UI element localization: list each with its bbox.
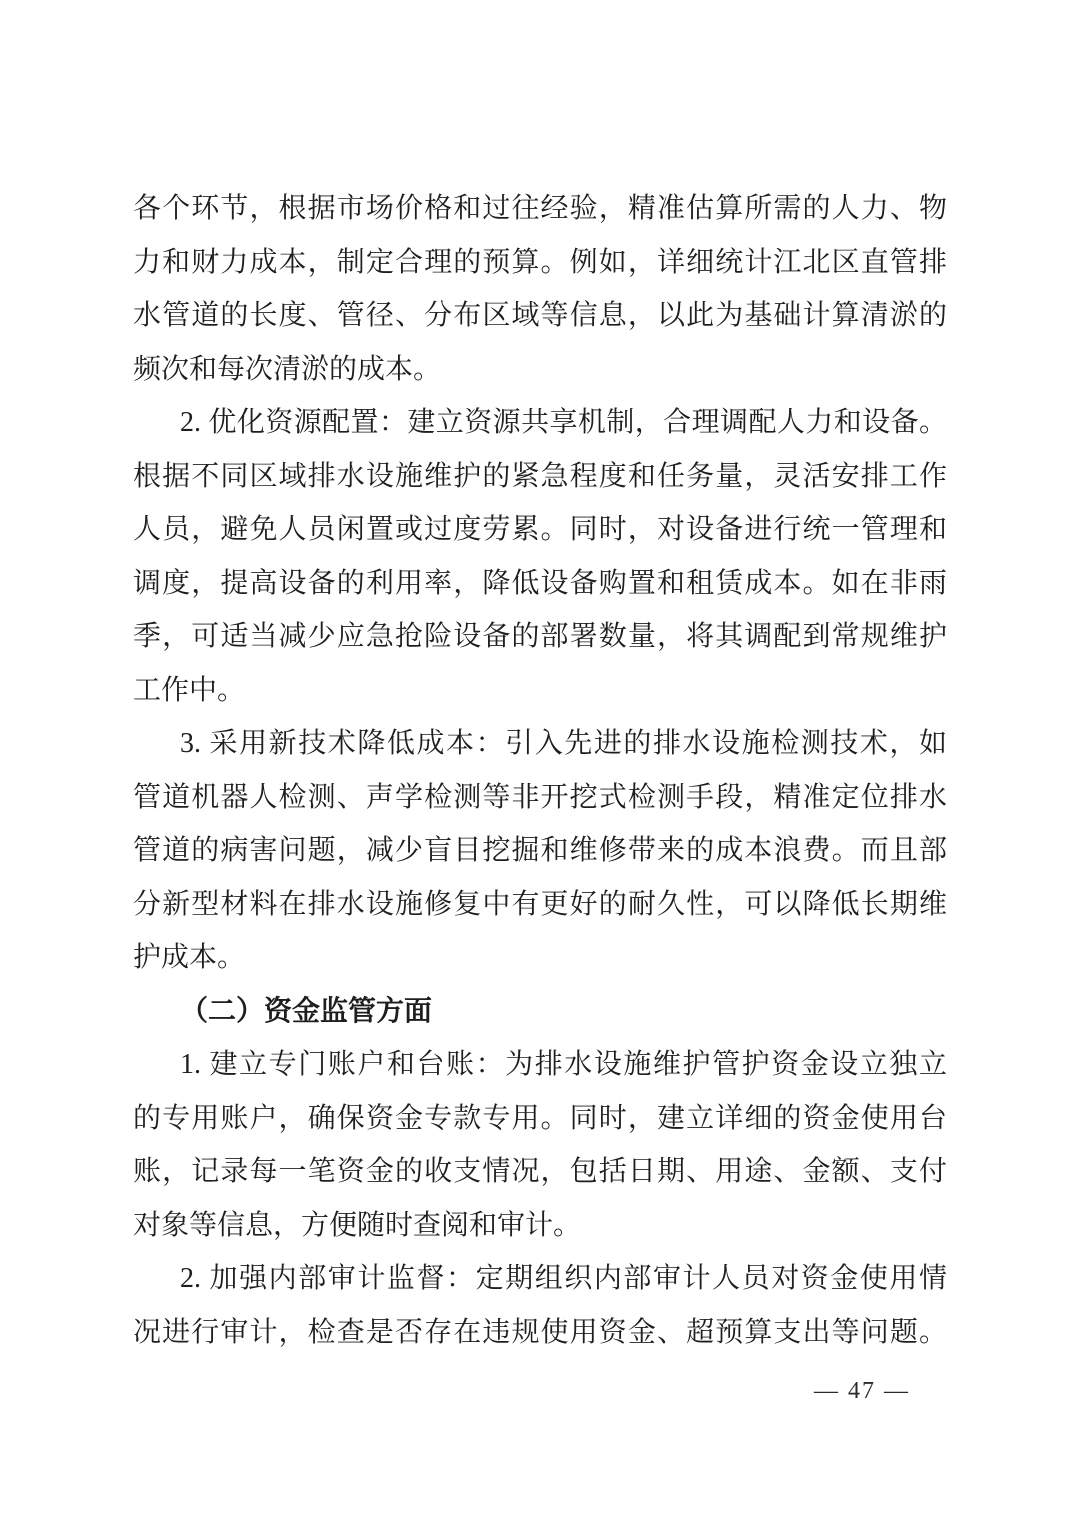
text-line: 2. 优化资源配置：建立资源共享机制，合理调配人力和设备。 (180, 407, 947, 438)
text-line: 对象等信息，方便随时查阅和审计。 (133, 1209, 582, 1241)
text-line: 各个环节，根据市场价格和过往经验，精准估算所需的人力、物 (133, 193, 947, 224)
text-line: 工作中。 (133, 674, 246, 706)
paragraph (133, 1252, 947, 1359)
text-line: 1. 建立专门账户和台账：为排水设施维护管护资金设立独立 (180, 1049, 947, 1080)
text-line: 季，可适当减少应急抢险设备的部署数量，将其调配到常规维护 (133, 621, 947, 652)
section-heading (133, 985, 947, 1039)
text-line: 分新型材料在排水设施修复中有更好的耐久性，可以降低长期维 (133, 888, 947, 920)
paragraph (133, 1038, 947, 1252)
text-line: 况进行审计，检查是否存在违规使用资金、超预算支出等问题。 (133, 1316, 947, 1348)
text-line: 水管道的长度、管径、分布区域等信息，以此为基础计算清淤的 (133, 300, 947, 331)
text-line: 账，记录每一笔资金的收支情况，包括日期、用途、金额、支付 (133, 1156, 947, 1187)
paragraph (133, 717, 947, 985)
text-line: 频次和每次清淤的成本。 (133, 353, 442, 385)
text-line: 人员，避免人员闲置或过度劳累。同时，对设备进行统一管理和 (133, 514, 947, 545)
page-number: — 47 — (814, 1378, 910, 1404)
page-footer (814, 1378, 910, 1405)
text-line: 护成本。 (133, 942, 246, 973)
document-body (133, 182, 947, 1359)
text-line: 的专用账户，确保资金专款专用。同时，建立详细的资金使用台 (133, 1102, 947, 1134)
paragraph (133, 396, 947, 717)
text-line: 管道的病害问题，减少盲目挖掘和维修带来的成本浪费。而且部 (133, 835, 947, 866)
text-line: 2. 加强内部审计监督：定期组织内部审计人员对资金使用情 (180, 1263, 947, 1294)
text-line: 根据不同区域排水设施维护的紧急程度和任务量，灵活安排工作 (133, 460, 947, 492)
text-line: （二）资金监管方面 (180, 995, 433, 1027)
text-line: 调度，提高设备的利用率，降低设备购置和租赁成本。如在非雨 (133, 567, 947, 599)
paragraph (133, 182, 947, 396)
text-line: 3. 采用新技术降低成本：引入先进的排水设施检测技术，如 (180, 728, 947, 759)
text-line: 管道机器人检测、声学检测等非开挖式检测手段，精准定位排水 (133, 781, 947, 813)
text-line: 力和财力成本，制定合理的预算。例如，详细统计江北区直管排 (133, 246, 947, 278)
